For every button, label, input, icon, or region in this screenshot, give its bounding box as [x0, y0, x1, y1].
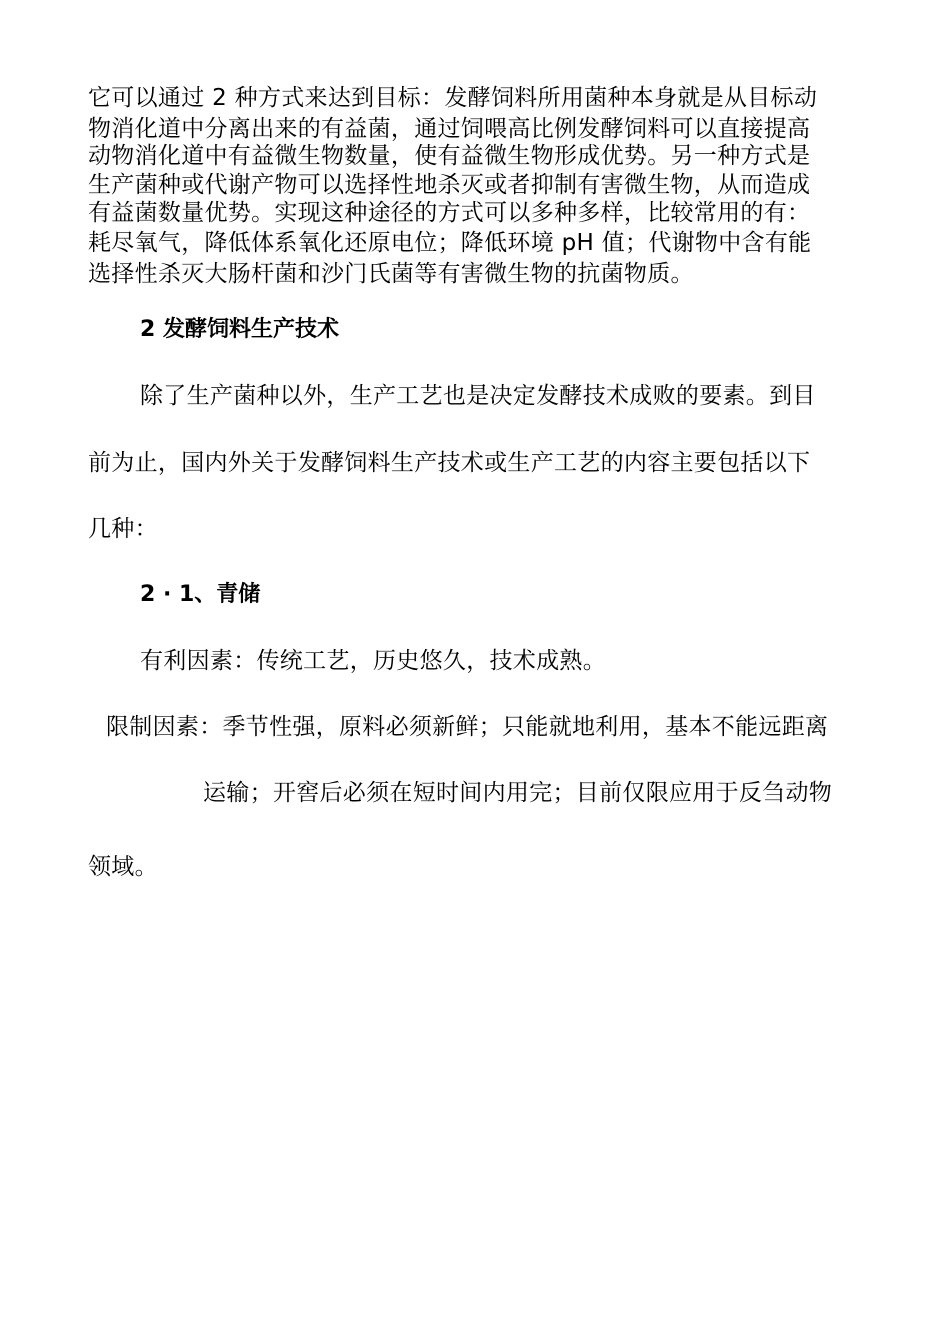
paragraph-line: 选择性杀灭大肠杆菌和沙门氏菌等有害微生物的抗菌物质。 — [88, 261, 694, 287]
limiting-factors-end: 领域。 — [88, 854, 158, 880]
paragraph-line: 耗尽氧气，降低体系氧化还原电位；降低环境 pH 值；代谢物中含有能 — [88, 230, 812, 256]
paragraph-line: 动物消化道中有益微生物数量，使有益微生物形成优势。另一种方式是 — [88, 143, 811, 169]
paragraph-line: 物消化道中分离出来的有益菌，通过饲喂高比例发酵饲料可以直接提高 — [88, 116, 811, 142]
limiting-factors-text: 限制因素：季节性强，原料必须新鲜；只能就地利用，基本不能远距离 — [106, 714, 829, 740]
paragraph-line: 前为止，国内外关于发酵饲料生产技术或生产工艺的内容主要包括以下 — [88, 450, 811, 476]
subsection-heading: 2 · 1、青储 — [140, 582, 261, 607]
paragraph-line: 除了生产菌种以外，生产工艺也是决定发酵技术成败的要素。到目 — [140, 383, 816, 409]
paragraph-line: 生产菌种或代谢产物可以选择性地杀灭或者抑制有害微生物，从而造成 — [88, 172, 811, 198]
favorable-factors-text: 有利因素：传统工艺，历史悠久，技术成熟。 — [140, 648, 606, 674]
paragraph-line: 有益菌数量优势。实现这种途径的方式可以多种多样，比较常用的有： — [88, 200, 811, 226]
paragraph-line: 它可以通过 2 种方式来达到目标：发酵饲料所用菌种本身就是从目标动 — [88, 85, 818, 111]
section-heading: 2 发酵饲料生产技术 — [140, 317, 339, 342]
limiting-factors-continuation: 运输；开窖后必须在短时间内用完；目前仅限应用于反刍动物 — [203, 780, 833, 806]
paragraph-line: 几种： — [88, 516, 158, 542]
